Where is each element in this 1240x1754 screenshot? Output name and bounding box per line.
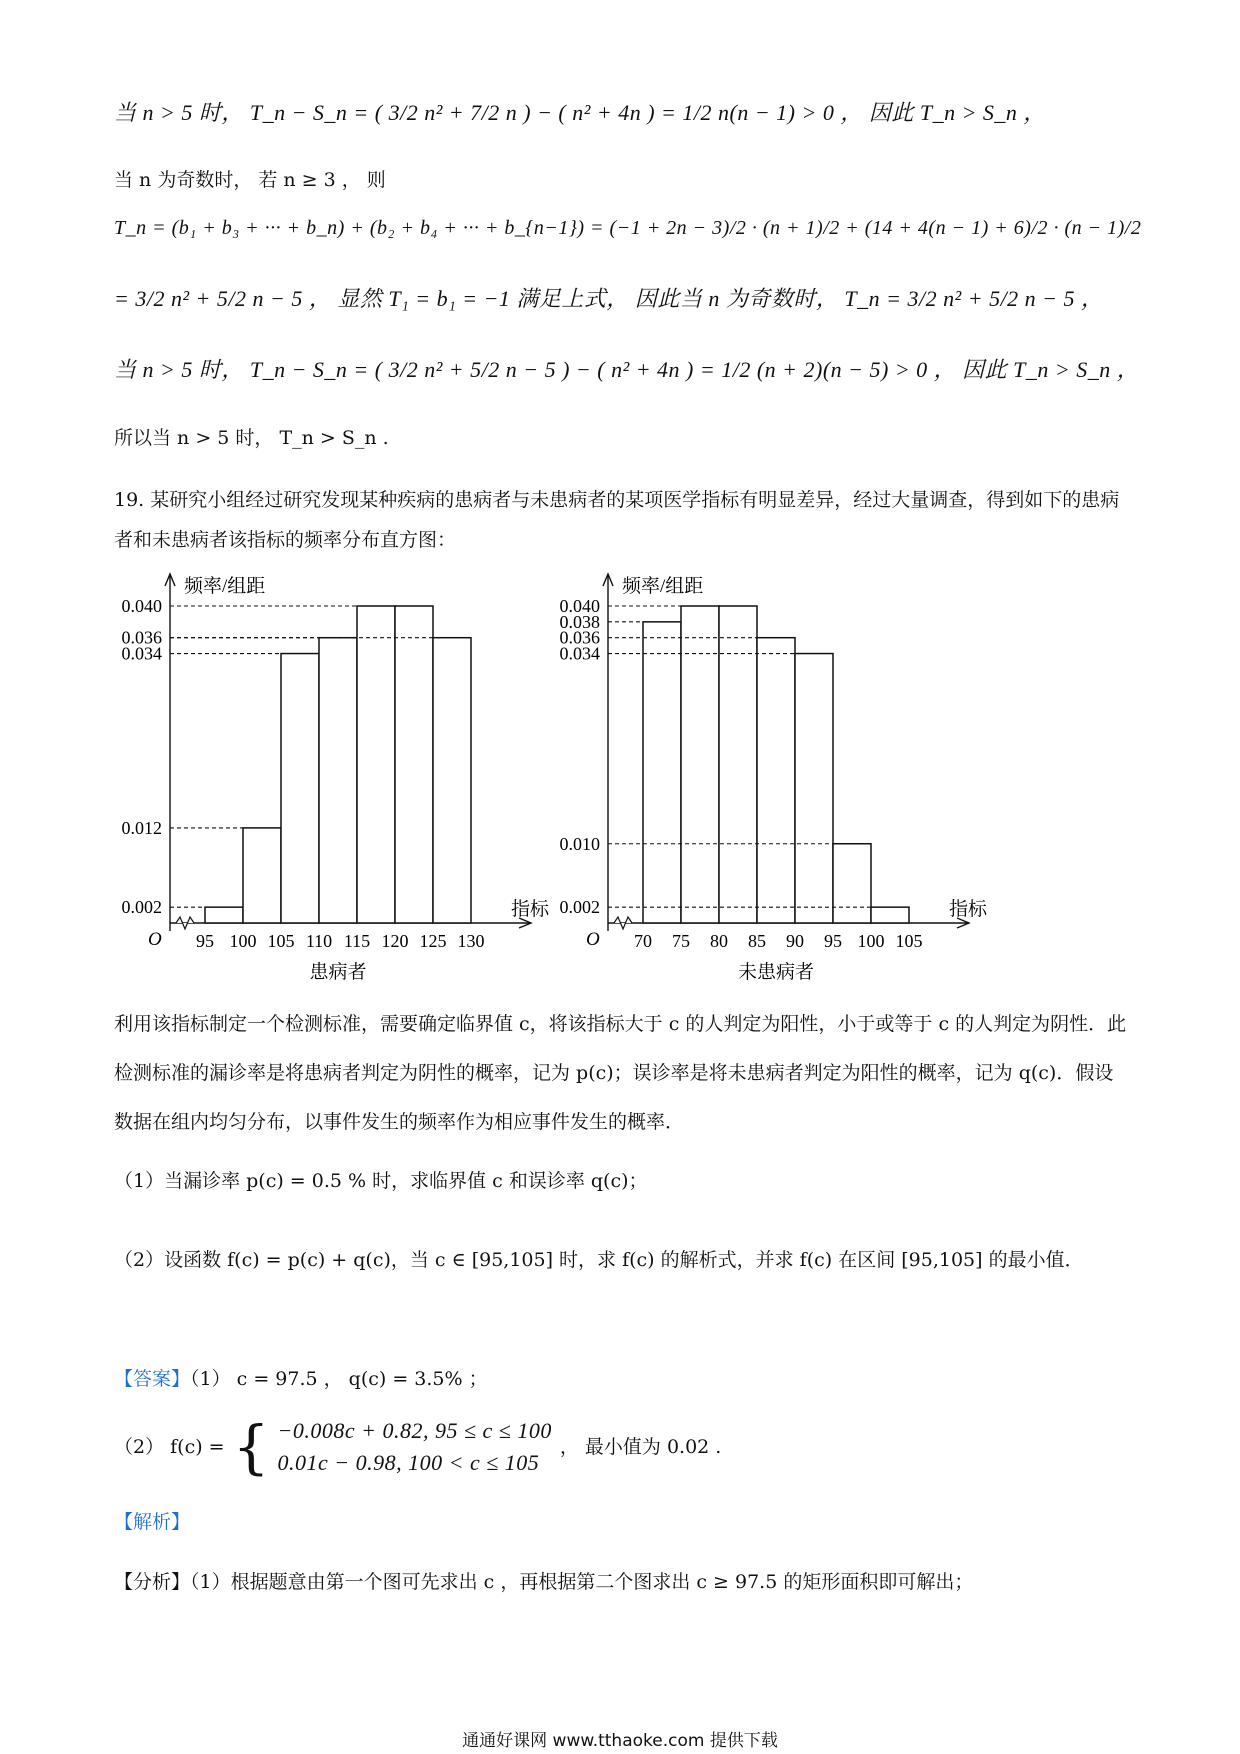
derivation-line-5: 当 n > 5 时， T_n − S_n = ( 3/2 n² + 5/2 n − 5 ) − ( n² + 4n ) = 1/2 (n + 2)(n − 5) > 0 ， 因此 T_n > S_n ，	[114, 357, 1140, 382]
x-tick-label: 95	[196, 931, 214, 951]
answer-line-2	[114, 1412, 721, 1482]
question-19-part-2: （2）设函数 f(c) = p(c) + q(c)，当 c ∈ [95,105] 时，求 f(c) 的解析式，并求 f(c) 在区间 [95,105] 的最小值．	[114, 1249, 1084, 1271]
question-19-intro: 19. 某研究小组经过研究发现某种疾病的患病者与未患病者的某项医学指标有明显差异，经过大量调查，得到如下的患病者和未患病者该指标的频率分布直方图：	[114, 489, 1120, 551]
histogram-bar	[243, 828, 281, 923]
histogram-bar	[757, 638, 795, 923]
x-tick-label: 125	[419, 931, 447, 951]
origin-label: O	[586, 929, 600, 950]
histogram-bar	[357, 606, 395, 923]
answer-part-2-prefix: （2） f(c) =	[114, 1436, 225, 1458]
histogram-bar	[205, 907, 243, 923]
chart-caption: 患病者	[309, 962, 367, 980]
derivation-line-3: T_n = (b₁ + b₃ + ··· + b_n) + (b₂ + b₄ + ··· + b_{n−1}) = (−1 + 2n − 3)/2 · (n + 1)/2 + (14 + 4(n − 1) + 6)/2 · (n − 1)/2	[114, 217, 1142, 239]
histogram-patients	[110, 568, 550, 980]
x-axis-label: 指标	[511, 899, 550, 920]
y-axis-label: 频率/组距	[184, 576, 266, 597]
y-tick-label: 0.036	[121, 627, 162, 648]
chart-caption: 未患病者	[737, 962, 815, 980]
fenxi-tag: 【分析】	[114, 1571, 191, 1593]
x-tick-label: 105	[895, 931, 923, 951]
histogram-bar	[643, 622, 681, 923]
x-tick-label: 120	[381, 931, 409, 951]
histogram-bar	[871, 907, 909, 923]
answer-part-2-suffix: ， 最小值为 0.02 .	[559, 1436, 722, 1458]
y-tick-label: 0.040	[559, 596, 600, 616]
x-tick-label: 105	[267, 931, 295, 951]
histogram-bar	[281, 654, 319, 923]
y-tick-label: 0.036	[559, 627, 600, 648]
y-tick-label: 0.034	[121, 643, 162, 664]
y-tick-label: 0.002	[559, 897, 600, 918]
histogram-non-patients	[548, 568, 988, 980]
x-axis-label: 指标	[949, 899, 988, 920]
answer-line-1	[114, 1364, 488, 1394]
fenxi-text: （1）根据题意由第一个图可先求出 c ，再根据第二个图求出 c ≥ 97.5 的矩形面积即可解出；	[190, 1571, 974, 1593]
answer-tag: 【答案】	[114, 1368, 191, 1390]
x-tick-label: 75	[672, 931, 690, 951]
histogram-bar	[795, 654, 833, 923]
piecewise-case-2: 0.01c − 0.98, 100 < c ≤ 105	[277, 1450, 540, 1475]
question-19-part-1: （1）当漏诊率 p(c) = 0.5 % 时，求临界值 c 和误诊率 q(c)；	[114, 1170, 648, 1192]
analysis-line	[114, 1567, 973, 1597]
x-tick-label: 130	[457, 931, 485, 951]
y-tick-label: 0.010	[559, 833, 600, 854]
x-tick-label: 95	[824, 931, 842, 951]
x-tick-label: 70	[634, 931, 652, 951]
page-footer: 通通好课网 www.tthaoke.com 提供下载	[462, 1731, 778, 1751]
y-tick-label: 0.040	[121, 596, 162, 616]
x-tick-label: 85	[748, 931, 766, 951]
x-tick-label: 100	[857, 931, 885, 951]
y-tick-label: 0.012	[121, 817, 162, 838]
derivation-line-4: = 3/2 n² + 5/2 n − 5 ， 显然 T₁ = b₁ = −1 满足上式， 因此当 n 为奇数时， T_n = 3/2 n² + 5/2 n − 5 ，	[114, 286, 1104, 311]
question-19-paragraph: 利用该指标制定一个检测标准，需要确定临界值 c，将该指标大于 c 的人判定为阳性，小于或等于 c 的人判定为阴性．此检测标准的漏诊率是将患病者判定为阴性的概率，记为 p(c)；误诊率是将未患病者判定为阳性的概率，记为 q(c)．假设数据在组内均匀分布，以事件发生的频率作为相应事件发生的概率．	[114, 1013, 1127, 1133]
axis-break-icon	[176, 917, 194, 929]
y-tick-label: 0.002	[121, 897, 162, 918]
histogram-bar	[395, 606, 433, 923]
analysis-tag: 【解析】	[114, 1511, 191, 1533]
piecewise-brace-icon: {	[232, 1413, 270, 1481]
x-tick-label: 110	[305, 931, 333, 951]
x-tick-label: 80	[710, 931, 728, 951]
axis-break-icon	[614, 917, 632, 929]
derivation-line-2: 当 n 为奇数时， 若 n ≥ 3 ， 则	[114, 169, 386, 191]
derivation-line-1: 当 n > 5 时， T_n − S_n = ( 3/2 n² + 7/2 n ) − ( n² + 4n ) = 1/2 n(n − 1) > 0 ， 因此 T_n > S_n ，	[114, 100, 1046, 125]
derivation-line-6: 所以当 n > 5 时， T_n > S_n .	[114, 427, 389, 449]
y-axis-label: 频率/组距	[622, 576, 704, 597]
piecewise-cases	[278, 1415, 552, 1479]
histogram-bar	[433, 638, 471, 923]
x-tick-label: 115	[343, 931, 371, 951]
answer-part-1: （1） c = 97.5 ， q(c) = 3.5% ；	[190, 1368, 488, 1390]
x-tick-label: 100	[229, 931, 257, 951]
piecewise-case-1: −0.008c + 0.82, 95 ≤ c ≤ 100	[277, 1418, 552, 1443]
origin-label: O	[148, 929, 162, 950]
y-tick-label: 0.034	[559, 643, 600, 664]
histogram-bar	[833, 844, 871, 923]
histogram-bar	[319, 638, 357, 923]
y-tick-label: 0.038	[559, 611, 600, 632]
x-tick-label: 90	[786, 931, 804, 951]
